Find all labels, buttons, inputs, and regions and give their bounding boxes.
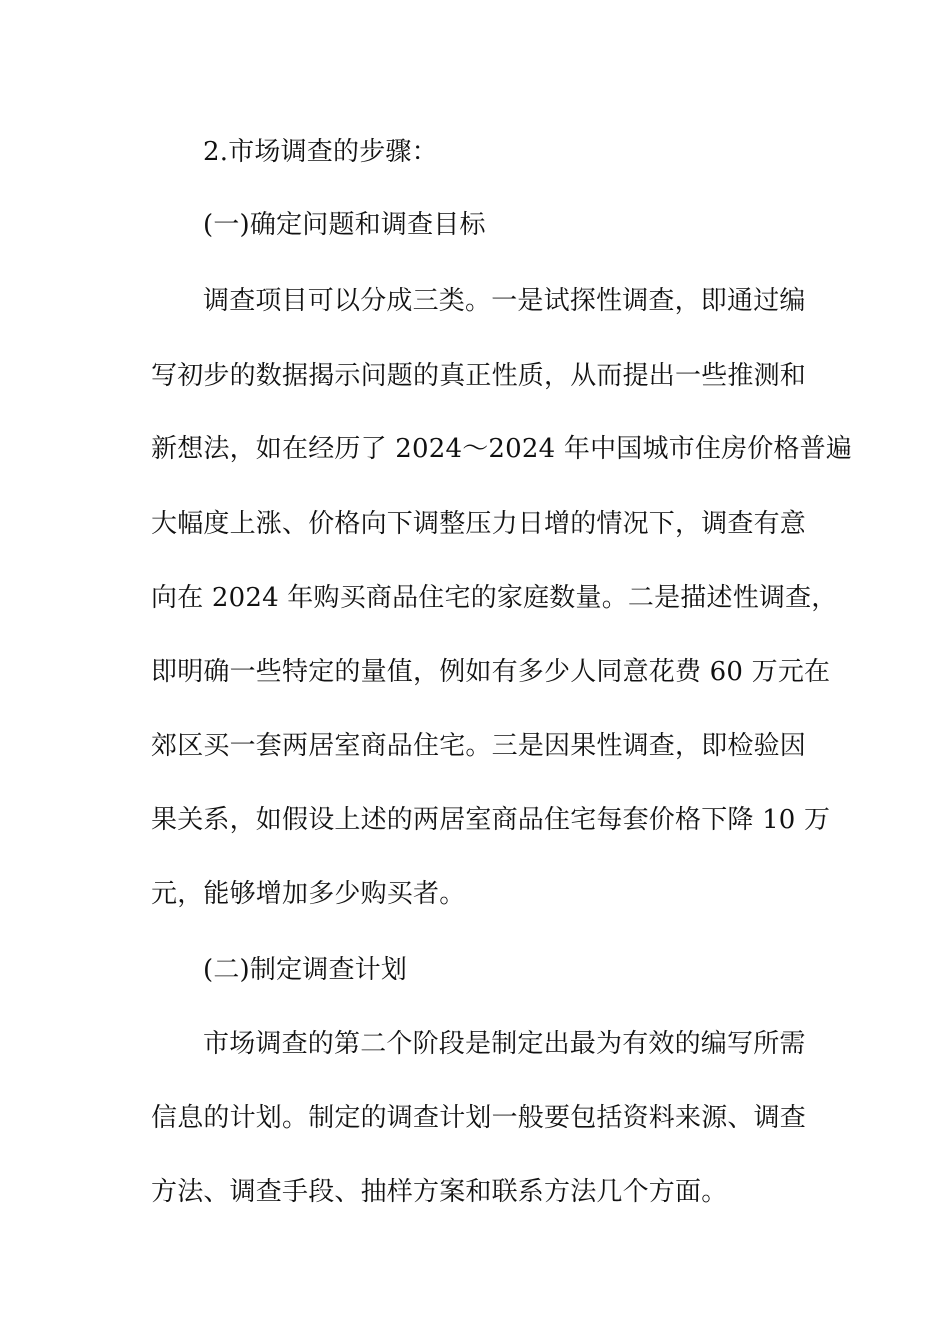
- paragraph-line: 元，能够增加多少购买者。: [151, 879, 466, 909]
- paragraph-line: 果关系，如假设上述的两居室商品住宅每套价格下降 10 万: [151, 805, 831, 835]
- paragraph-line: 新想法，如在经历了 2024～2024 年中国城市住房价格普遍: [151, 434, 853, 464]
- paragraph-line: 向在 2024 年购买商品住宅的家庭数量。二是描述性调查，: [151, 583, 838, 613]
- section-heading-2: (二)制定调查计划: [203, 955, 408, 985]
- paragraph-line: 郊区买一套两居室商品住宅。三是因果性调查，即检验因: [151, 731, 807, 761]
- paragraph-line: 信息的计划。制定的调查计划一般要包括资料来源、调查: [151, 1103, 807, 1133]
- paragraph-line: 大幅度上涨、价格向下调整压力日增的情况下，调查有意: [151, 509, 807, 539]
- section-heading-1: (一)确定问题和调查目标: [203, 210, 486, 240]
- main-heading: 2.市场调查的步骤：: [203, 137, 438, 167]
- paragraph-line: 市场调查的第二个阶段是制定出最为有效的编写所需: [203, 1029, 806, 1059]
- paragraph-line: 即明确一些特定的量值，例如有多少人同意花费 60 万元在: [151, 657, 831, 687]
- paragraph-line: 方法、调查手段、抽样方案和联系方法几个方面。: [151, 1177, 728, 1207]
- paragraph-line: 写初步的数据揭示问题的真正性质，从而提出一些推测和: [151, 361, 807, 391]
- paragraph-line: 调查项目可以分成三类。一是试探性调查，即通过编: [203, 286, 806, 316]
